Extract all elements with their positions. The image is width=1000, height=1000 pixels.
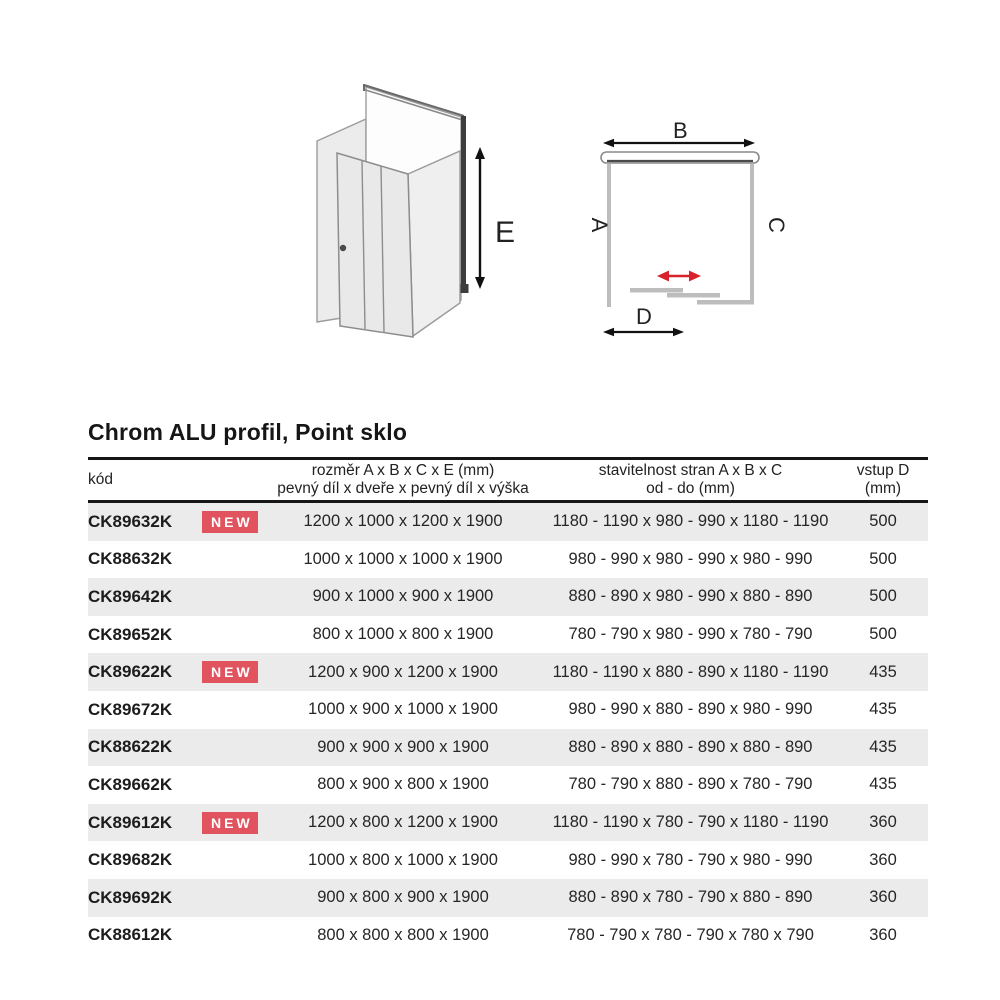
header-adjustability-line1: stavitelnost stran A x B x C bbox=[598, 461, 783, 479]
page-title: Chrom ALU profil, Point sklo bbox=[88, 419, 408, 445]
dimensions-cell: 1200 x 800 x 1200 x 1900 bbox=[308, 813, 498, 832]
top-view-diagram bbox=[580, 100, 800, 350]
arrowhead-left-icon bbox=[603, 328, 614, 337]
table-row bbox=[88, 729, 928, 767]
product-code: CK89672K bbox=[88, 699, 173, 719]
header-adjustability bbox=[543, 462, 838, 499]
adjustability-cell: 880 - 890 x 980 - 990 x 880 - 890 bbox=[568, 587, 813, 606]
table-row bbox=[88, 766, 928, 804]
door-panel-2 bbox=[667, 293, 720, 298]
arrowhead-up-icon bbox=[475, 147, 485, 159]
door-knob bbox=[340, 245, 346, 251]
product-code: CK89632K bbox=[88, 511, 173, 531]
table-row bbox=[88, 804, 928, 842]
code-cell bbox=[88, 737, 263, 757]
code-cell bbox=[88, 813, 263, 833]
entry-width-cell: 360 bbox=[869, 850, 897, 869]
adjustability-cell: 980 - 990 x 880 - 890 x 980 - 990 bbox=[568, 700, 813, 719]
front-panels bbox=[337, 153, 413, 337]
dimensions-cell: 900 x 900 x 900 x 1900 bbox=[317, 737, 489, 756]
entry-width-cell: 360 bbox=[869, 888, 897, 907]
dimension-label-e: E bbox=[495, 216, 516, 249]
new-badge: NEW bbox=[202, 511, 258, 533]
product-code: CK89662K bbox=[88, 774, 173, 794]
arrowhead-right-icon bbox=[744, 139, 755, 148]
adjustability-cell: 1180 - 1190 x 980 - 990 x 1180 - 1190 bbox=[552, 512, 829, 531]
door-panel-1 bbox=[630, 288, 683, 293]
dimensions-cell: 800 x 800 x 800 x 1900 bbox=[317, 925, 489, 944]
dimension-label-d: D bbox=[636, 304, 652, 329]
adjustability-cell: 780 - 790 x 880 - 890 x 780 - 790 bbox=[568, 775, 813, 794]
entry-width-cell: 435 bbox=[869, 662, 897, 681]
header-dimensions-line2: pevný díl x dveře x pevný díl x výška bbox=[277, 480, 529, 497]
door-panel-3 bbox=[697, 300, 754, 305]
table-body bbox=[88, 503, 928, 954]
adjustability-cell: 980 - 990 x 780 - 790 x 980 - 990 bbox=[568, 850, 813, 869]
product-code: CK89622K bbox=[88, 662, 173, 682]
product-code: CK89682K bbox=[88, 850, 173, 870]
table-row bbox=[88, 917, 928, 955]
isometric-enclosure-diagram bbox=[300, 70, 530, 370]
dimensions-cell: 1000 x 1000 x 1000 x 1900 bbox=[303, 549, 503, 568]
entry-width-cell: 500 bbox=[869, 549, 897, 568]
product-code: CK89652K bbox=[88, 624, 173, 644]
slide-arrowhead-right-icon bbox=[689, 271, 701, 282]
arrowhead-left-icon bbox=[603, 139, 614, 148]
table-row bbox=[88, 691, 928, 729]
dimension-label-c: C bbox=[764, 217, 789, 233]
dimensions-cell: 1000 x 800 x 1000 x 1900 bbox=[308, 850, 498, 869]
code-cell bbox=[88, 925, 263, 945]
dimensions-cell: 1200 x 1000 x 1200 x 1900 bbox=[303, 512, 503, 531]
code-cell bbox=[88, 888, 263, 908]
code-cell bbox=[88, 625, 263, 645]
adjustability-cell: 1180 - 1190 x 880 - 890 x 1180 - 1190 bbox=[552, 662, 829, 681]
adjustability-cell: 880 - 890 x 780 - 790 x 880 - 890 bbox=[568, 888, 813, 907]
dimensions-cell: 900 x 800 x 900 x 1900 bbox=[317, 888, 489, 907]
dimensions-cell: 800 x 900 x 800 x 1900 bbox=[317, 775, 489, 794]
entry-width-cell: 360 bbox=[869, 813, 897, 832]
product-code: CK88622K bbox=[88, 737, 173, 757]
table-row bbox=[88, 841, 928, 879]
profile-foot bbox=[461, 284, 469, 293]
adjustability-cell: 1180 - 1190 x 780 - 790 x 1180 - 1190 bbox=[552, 813, 829, 832]
arrowhead-right-icon bbox=[673, 328, 684, 337]
adjustability-cell: 980 - 990 x 980 - 990 x 980 - 990 bbox=[568, 549, 813, 568]
entry-width-cell: 435 bbox=[869, 700, 897, 719]
table-row bbox=[88, 879, 928, 917]
new-badge: NEW bbox=[202, 812, 258, 834]
product-code: CK89642K bbox=[88, 586, 173, 606]
table-row bbox=[88, 653, 928, 691]
table-row bbox=[88, 541, 928, 579]
entry-width-cell: 360 bbox=[869, 925, 897, 944]
table-header bbox=[88, 457, 928, 503]
arrowhead-down-icon bbox=[475, 277, 485, 289]
product-code: CK88612K bbox=[88, 925, 173, 945]
entry-width-cell: 500 bbox=[869, 625, 897, 644]
header-entry: vstup D (mm) bbox=[856, 461, 910, 497]
entry-width-cell: 500 bbox=[869, 512, 897, 531]
entry-width-cell: 435 bbox=[869, 775, 897, 794]
code-cell bbox=[88, 587, 263, 607]
header-dimensions bbox=[263, 462, 543, 499]
spec-table bbox=[88, 457, 928, 954]
table-row bbox=[88, 578, 928, 616]
entry-width-cell: 500 bbox=[869, 587, 897, 606]
adjustability-cell: 880 - 890 x 880 - 890 x 880 - 890 bbox=[568, 737, 813, 756]
code-cell bbox=[88, 850, 263, 870]
new-badge: NEW bbox=[202, 661, 258, 683]
dimensions-cell: 1000 x 900 x 1000 x 1900 bbox=[308, 700, 498, 719]
product-code: CK89612K bbox=[88, 812, 173, 832]
header-code: kód bbox=[88, 470, 113, 488]
code-cell bbox=[88, 512, 263, 532]
table-row bbox=[88, 616, 928, 654]
dimension-label-a: A bbox=[587, 217, 612, 233]
dimensions-cell: 800 x 1000 x 800 x 1900 bbox=[312, 625, 494, 644]
dimensions-cell: 1200 x 900 x 1200 x 1900 bbox=[308, 662, 498, 681]
header-adjustability-line2: od - do (mm) bbox=[646, 480, 735, 497]
slide-arrowhead-left-icon bbox=[657, 271, 669, 282]
code-cell bbox=[88, 775, 263, 795]
product-code: CK88632K bbox=[88, 549, 173, 569]
entry-width-cell: 435 bbox=[869, 737, 897, 756]
adjustability-cell: 780 - 790 x 780 - 790 x 780 x 790 bbox=[567, 925, 814, 944]
code-cell bbox=[88, 700, 263, 720]
dimensions-cell: 900 x 1000 x 900 x 1900 bbox=[312, 587, 494, 606]
code-cell bbox=[88, 549, 263, 569]
product-code: CK89692K bbox=[88, 887, 173, 907]
right-side-panel bbox=[408, 151, 460, 336]
dimension-label-b: B bbox=[673, 118, 688, 143]
adjustability-cell: 780 - 790 x 980 - 990 x 780 - 790 bbox=[568, 625, 813, 644]
code-cell bbox=[88, 662, 263, 682]
table-row bbox=[88, 503, 928, 541]
header-dimensions-line1: rozměr A x B x C x E (mm) bbox=[311, 461, 495, 479]
